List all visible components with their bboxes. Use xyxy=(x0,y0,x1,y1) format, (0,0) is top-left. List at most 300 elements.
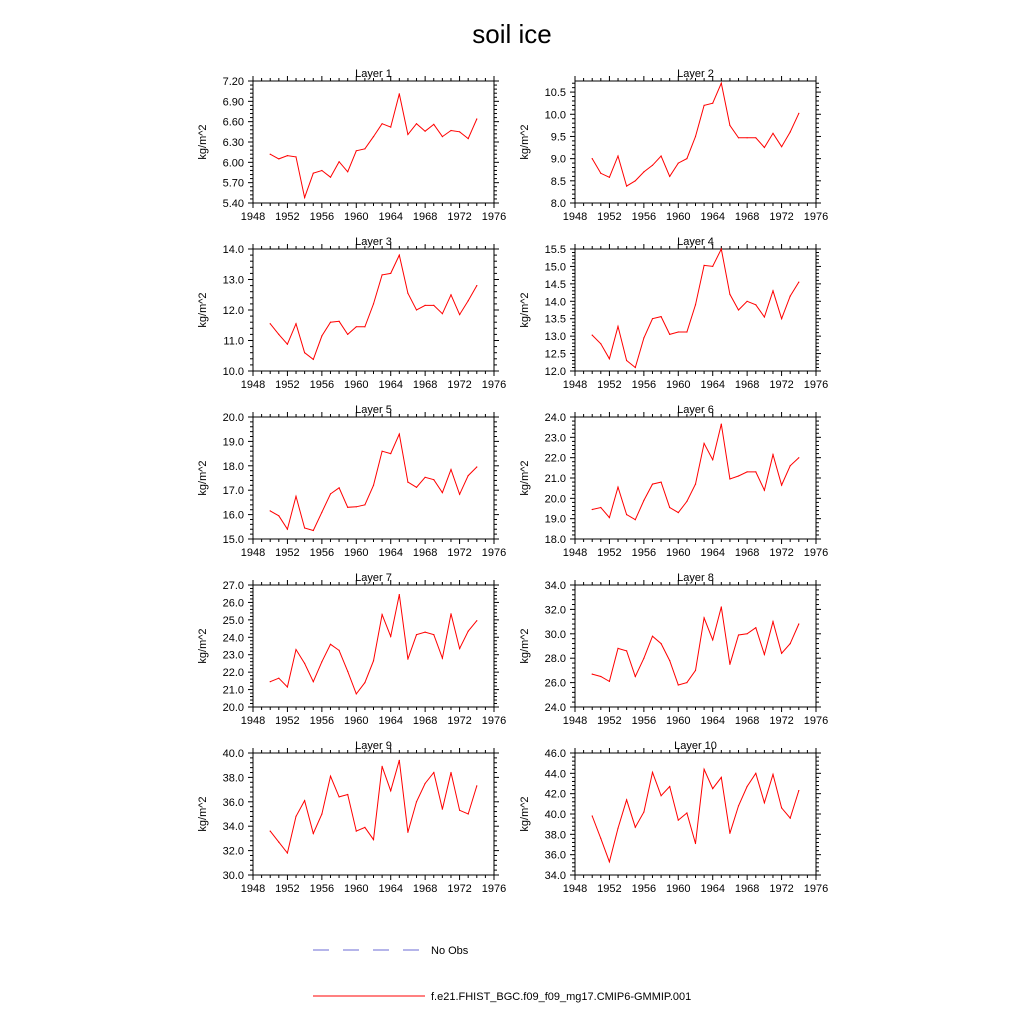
data-point xyxy=(755,471,756,472)
x-tick-label: 1976 xyxy=(803,379,829,391)
x-tick-label: 1972 xyxy=(447,547,472,559)
data-point xyxy=(626,514,627,515)
series-line xyxy=(270,94,477,198)
data-point xyxy=(304,197,305,198)
data-point xyxy=(712,266,713,267)
data-point xyxy=(592,158,593,159)
data-point xyxy=(476,285,477,286)
data-point xyxy=(669,507,670,508)
data-point xyxy=(295,323,296,324)
y-tick-label: 16.0 xyxy=(222,509,244,522)
y-tick-label: 15.5 xyxy=(544,244,566,256)
data-point xyxy=(678,163,679,164)
data-point xyxy=(433,634,434,635)
y-tick-label: 18.0 xyxy=(222,460,244,473)
x-tick-label: 1960 xyxy=(344,883,369,895)
data-point xyxy=(278,678,279,679)
x-tick-label: 1964 xyxy=(700,715,725,727)
data-point xyxy=(468,813,469,814)
data-point xyxy=(600,173,601,174)
data-point xyxy=(347,334,348,335)
y-axis-label: kg/m^2 xyxy=(519,628,531,664)
data-point xyxy=(635,827,636,828)
data-point xyxy=(390,273,391,274)
data-point xyxy=(661,155,662,156)
data-point xyxy=(321,512,322,513)
data-point xyxy=(433,479,434,480)
x-tick-label: 1956 xyxy=(309,211,335,223)
data-point xyxy=(729,833,730,834)
y-tick-label: 46.0 xyxy=(544,748,566,760)
data-point xyxy=(373,485,374,486)
data-point xyxy=(704,769,705,770)
data-point xyxy=(712,639,713,640)
y-tick-label: 30.0 xyxy=(544,628,566,641)
legend xyxy=(313,945,691,1003)
data-point xyxy=(287,344,288,345)
data-point xyxy=(626,186,627,187)
y-tick-label: 27.0 xyxy=(222,580,244,592)
data-point xyxy=(661,316,662,317)
data-point xyxy=(321,813,322,814)
y-tick-label: 15.0 xyxy=(222,534,244,546)
y-axis-label: kg/m^2 xyxy=(519,124,531,160)
data-point xyxy=(399,594,400,595)
data-point xyxy=(442,136,443,137)
data-point xyxy=(764,316,765,317)
y-tick-label: 11.0 xyxy=(223,335,244,348)
x-tick-label: 1952 xyxy=(275,883,300,895)
x-tick-label: 1952 xyxy=(597,715,622,727)
x-tick-label: 1976 xyxy=(803,883,829,895)
data-point xyxy=(347,671,348,672)
data-point xyxy=(399,255,400,256)
x-tick-label: 1960 xyxy=(666,211,691,223)
data-point xyxy=(721,777,722,778)
y-axis-label: kg/m^2 xyxy=(197,460,209,496)
y-axis-label: kg/m^2 xyxy=(519,796,531,832)
x-tick-label: 1976 xyxy=(481,211,507,223)
panel-title: Layer 2 xyxy=(677,68,714,80)
x-tick-label: 1964 xyxy=(378,547,403,559)
data-point xyxy=(295,816,296,817)
data-point xyxy=(635,367,636,368)
y-tick-label: 30.0 xyxy=(222,870,244,882)
data-point xyxy=(382,274,383,275)
data-point xyxy=(364,827,365,828)
y-tick-label: 24.0 xyxy=(544,702,566,714)
data-point xyxy=(764,802,765,803)
y-tick-label: 13.0 xyxy=(544,331,566,344)
data-point xyxy=(364,148,365,149)
x-tick-label: 1956 xyxy=(309,883,335,895)
x-tick-label: 1956 xyxy=(631,715,657,727)
data-point xyxy=(468,631,469,632)
x-tick-label: 1960 xyxy=(666,547,691,559)
y-tick-label: 13.0 xyxy=(222,274,244,287)
y-tick-label: 8.0 xyxy=(550,198,566,210)
data-point xyxy=(278,515,279,516)
data-point xyxy=(609,517,610,518)
data-point xyxy=(287,529,288,530)
data-point xyxy=(729,294,730,295)
data-point xyxy=(738,137,739,138)
y-tick-label: 6.60 xyxy=(222,116,244,129)
x-tick-label: 1976 xyxy=(481,715,507,727)
series-line xyxy=(592,424,799,520)
y-tick-label: 26.0 xyxy=(222,597,244,610)
data-point xyxy=(356,693,357,694)
data-point xyxy=(364,682,365,683)
data-point xyxy=(781,146,782,147)
data-point xyxy=(330,322,331,323)
data-point xyxy=(287,686,288,687)
data-point xyxy=(772,454,773,455)
data-point xyxy=(747,137,748,138)
data-point xyxy=(270,831,271,832)
data-point xyxy=(695,843,696,844)
data-point xyxy=(635,676,636,677)
data-point xyxy=(755,137,756,138)
data-point xyxy=(790,818,791,819)
data-point xyxy=(609,861,610,862)
data-point xyxy=(339,321,340,322)
x-tick-label: 1948 xyxy=(240,211,266,223)
x-tick-label: 1952 xyxy=(275,547,300,559)
x-tick-label: 1976 xyxy=(481,547,507,559)
data-point xyxy=(382,451,383,452)
data-point xyxy=(592,509,593,510)
data-point xyxy=(382,123,383,124)
data-point xyxy=(635,519,636,520)
data-point xyxy=(321,170,322,171)
data-point xyxy=(278,842,279,843)
y-tick-label: 23.0 xyxy=(544,432,566,445)
data-point xyxy=(468,300,469,301)
data-point xyxy=(764,490,765,491)
panel-layer-5 xyxy=(197,404,506,559)
data-point xyxy=(390,453,391,454)
data-point xyxy=(678,820,679,821)
data-point xyxy=(755,773,756,774)
data-point xyxy=(270,510,271,511)
data-point xyxy=(721,424,722,425)
data-point xyxy=(313,530,314,531)
data-point xyxy=(382,614,383,615)
data-point xyxy=(476,466,477,467)
data-point xyxy=(287,852,288,853)
data-point xyxy=(356,506,357,507)
data-point xyxy=(704,105,705,106)
data-point xyxy=(416,801,417,802)
y-tick-label: 44.0 xyxy=(544,768,566,781)
data-point xyxy=(459,131,460,132)
x-tick-label: 1968 xyxy=(734,883,760,895)
panel-layer-10 xyxy=(519,740,828,895)
data-point xyxy=(347,794,348,795)
panel-title: Layer 1 xyxy=(355,68,392,80)
data-point xyxy=(600,507,601,508)
data-point xyxy=(373,136,374,137)
data-point xyxy=(738,634,739,635)
data-point xyxy=(304,527,305,528)
data-point xyxy=(459,494,460,495)
data-point xyxy=(304,352,305,353)
data-point xyxy=(643,337,644,338)
panel-layer-8 xyxy=(519,572,828,727)
y-tick-label: 20.0 xyxy=(222,702,244,714)
x-tick-label: 1952 xyxy=(597,547,622,559)
x-tick-label: 1964 xyxy=(700,379,725,391)
data-point xyxy=(712,103,713,104)
x-tick-label: 1968 xyxy=(734,211,760,223)
y-tick-label: 7.20 xyxy=(222,76,244,88)
data-point xyxy=(416,487,417,488)
x-tick-label: 1972 xyxy=(769,883,794,895)
data-point xyxy=(347,507,348,508)
x-tick-label: 1968 xyxy=(412,715,438,727)
data-point xyxy=(686,682,687,683)
data-point xyxy=(738,475,739,476)
x-tick-label: 1948 xyxy=(240,379,266,391)
data-point xyxy=(695,136,696,137)
data-point xyxy=(356,150,357,151)
data-point xyxy=(781,318,782,319)
y-tick-label: 40.0 xyxy=(222,748,244,760)
data-point xyxy=(747,471,748,472)
data-point xyxy=(425,477,426,478)
y-tick-label: 14.0 xyxy=(544,296,566,309)
data-point xyxy=(747,786,748,787)
y-tick-label: 40.0 xyxy=(544,809,566,821)
data-point xyxy=(390,790,391,791)
data-point xyxy=(738,309,739,310)
legend-obs-label: No Obs xyxy=(431,945,469,957)
x-tick-label: 1948 xyxy=(240,883,266,895)
y-tick-label: 9.5 xyxy=(550,131,566,144)
data-point xyxy=(450,130,451,131)
x-tick-label: 1972 xyxy=(447,715,472,727)
plot-frame xyxy=(253,585,494,707)
panel-layer-4 xyxy=(519,236,828,391)
data-point xyxy=(425,783,426,784)
x-tick-label: 1952 xyxy=(275,715,300,727)
y-axis-label: kg/m^2 xyxy=(197,292,209,328)
data-point xyxy=(721,83,722,84)
data-point xyxy=(425,131,426,132)
data-point xyxy=(600,343,601,344)
data-point xyxy=(433,305,434,306)
y-tick-label: 38.0 xyxy=(544,829,566,842)
data-point xyxy=(270,154,271,155)
data-point xyxy=(399,93,400,94)
x-tick-label: 1968 xyxy=(412,883,438,895)
x-tick-label: 1968 xyxy=(734,379,760,391)
x-tick-label: 1948 xyxy=(562,547,588,559)
data-point xyxy=(295,649,296,650)
data-point xyxy=(686,501,687,502)
x-tick-label: 1968 xyxy=(412,379,438,391)
data-point xyxy=(347,171,348,172)
data-point xyxy=(781,485,782,486)
x-tick-label: 1956 xyxy=(631,379,657,391)
x-tick-label: 1952 xyxy=(597,211,622,223)
x-tick-label: 1968 xyxy=(412,547,438,559)
data-point xyxy=(661,482,662,483)
data-point xyxy=(661,795,662,796)
x-tick-label: 1964 xyxy=(378,715,403,727)
data-point xyxy=(609,681,610,682)
data-point xyxy=(661,643,662,644)
y-tick-label: 20.0 xyxy=(544,493,566,506)
x-tick-label: 1956 xyxy=(631,547,657,559)
data-point xyxy=(407,659,408,660)
data-point xyxy=(407,832,408,833)
data-point xyxy=(764,654,765,655)
data-point xyxy=(304,800,305,801)
plot-frame xyxy=(253,753,494,875)
data-point xyxy=(798,282,799,283)
data-point xyxy=(442,492,443,493)
x-tick-label: 1952 xyxy=(597,883,622,895)
data-point xyxy=(755,304,756,305)
data-point xyxy=(450,613,451,614)
panel-title: Layer 9 xyxy=(355,740,392,752)
y-tick-label: 32.0 xyxy=(544,604,566,617)
x-tick-label: 1964 xyxy=(378,379,403,391)
x-tick-label: 1976 xyxy=(803,211,829,223)
x-tick-label: 1960 xyxy=(344,715,369,727)
data-point xyxy=(626,799,627,800)
data-point xyxy=(772,290,773,291)
y-tick-label: 14.0 xyxy=(222,244,244,256)
x-tick-label: 1976 xyxy=(481,883,507,895)
x-tick-label: 1972 xyxy=(447,883,472,895)
x-tick-label: 1948 xyxy=(562,379,588,391)
x-tick-label: 1960 xyxy=(666,715,691,727)
legend-model-label: f.e21.FHIST_BGC.f09_f09_mg17.CMIP6-GMMIP.001 xyxy=(431,991,692,1003)
data-point xyxy=(330,776,331,777)
data-point xyxy=(364,326,365,327)
x-tick-label: 1952 xyxy=(275,211,300,223)
y-tick-label: 18.0 xyxy=(544,534,566,546)
data-point xyxy=(407,293,408,294)
panel-title: Layer 4 xyxy=(677,236,714,248)
x-tick-label: 1960 xyxy=(344,379,369,391)
data-point xyxy=(781,807,782,808)
data-point xyxy=(652,772,653,773)
data-point xyxy=(747,301,748,302)
data-point xyxy=(600,676,601,677)
data-point xyxy=(390,127,391,128)
panel-title: Layer 7 xyxy=(355,572,392,584)
data-point xyxy=(729,125,730,126)
x-tick-label: 1952 xyxy=(597,379,622,391)
data-point xyxy=(442,809,443,810)
data-point xyxy=(468,475,469,476)
data-point xyxy=(798,113,799,114)
y-tick-label: 34.0 xyxy=(544,870,566,882)
x-tick-label: 1948 xyxy=(240,547,266,559)
data-point xyxy=(459,314,460,315)
y-tick-label: 21.0 xyxy=(544,473,566,485)
y-tick-label: 34.0 xyxy=(222,821,244,834)
data-point xyxy=(390,636,391,637)
series-line xyxy=(592,249,799,368)
y-tick-label: 20.0 xyxy=(222,412,244,424)
data-point xyxy=(626,650,627,651)
y-tick-label: 9.0 xyxy=(550,153,566,166)
x-tick-label: 1972 xyxy=(769,715,794,727)
x-tick-label: 1960 xyxy=(344,211,369,223)
x-tick-label: 1968 xyxy=(412,211,438,223)
x-tick-label: 1948 xyxy=(562,211,588,223)
data-point xyxy=(339,796,340,797)
data-point xyxy=(678,331,679,332)
series-line xyxy=(592,83,799,186)
x-tick-label: 1968 xyxy=(734,715,760,727)
panel-layer-3 xyxy=(197,236,506,391)
x-tick-label: 1960 xyxy=(666,379,691,391)
data-point xyxy=(416,634,417,635)
data-point xyxy=(356,831,357,832)
y-tick-label: 10.0 xyxy=(544,109,566,122)
data-point xyxy=(790,131,791,132)
data-point xyxy=(600,838,601,839)
data-point xyxy=(476,785,477,786)
data-point xyxy=(695,484,696,485)
y-tick-label: 5.40 xyxy=(222,198,244,210)
panel-title: Layer 5 xyxy=(355,404,392,416)
y-tick-label: 6.30 xyxy=(222,137,244,149)
panel-layer-2 xyxy=(519,68,828,223)
data-point xyxy=(669,334,670,335)
y-tick-label: 22.0 xyxy=(544,452,566,465)
data-point xyxy=(592,815,593,816)
data-point xyxy=(643,658,644,659)
data-point xyxy=(669,786,670,787)
data-point xyxy=(330,177,331,178)
y-tick-label: 38.0 xyxy=(222,772,244,785)
x-tick-label: 1948 xyxy=(562,883,588,895)
y-tick-label: 22.0 xyxy=(222,667,244,680)
data-point xyxy=(442,658,443,659)
data-point xyxy=(373,839,374,840)
data-point xyxy=(476,118,477,119)
panel-layer-1 xyxy=(197,68,506,223)
panel-layer-7 xyxy=(197,572,506,727)
y-tick-label: 15.0 xyxy=(544,261,566,274)
data-point xyxy=(669,176,670,177)
data-point xyxy=(798,623,799,624)
data-point xyxy=(764,147,765,148)
data-point xyxy=(781,653,782,654)
data-point xyxy=(617,155,618,156)
x-tick-label: 1956 xyxy=(309,547,335,559)
x-tick-label: 1956 xyxy=(309,715,335,727)
data-point xyxy=(798,457,799,458)
x-tick-label: 1968 xyxy=(734,547,760,559)
data-point xyxy=(313,681,314,682)
y-tick-label: 19.0 xyxy=(544,513,566,526)
data-point xyxy=(678,512,679,513)
data-point xyxy=(313,359,314,360)
data-point xyxy=(270,323,271,324)
x-tick-label: 1972 xyxy=(447,211,472,223)
data-point xyxy=(356,326,357,327)
data-point xyxy=(686,158,687,159)
series-line xyxy=(270,255,477,359)
